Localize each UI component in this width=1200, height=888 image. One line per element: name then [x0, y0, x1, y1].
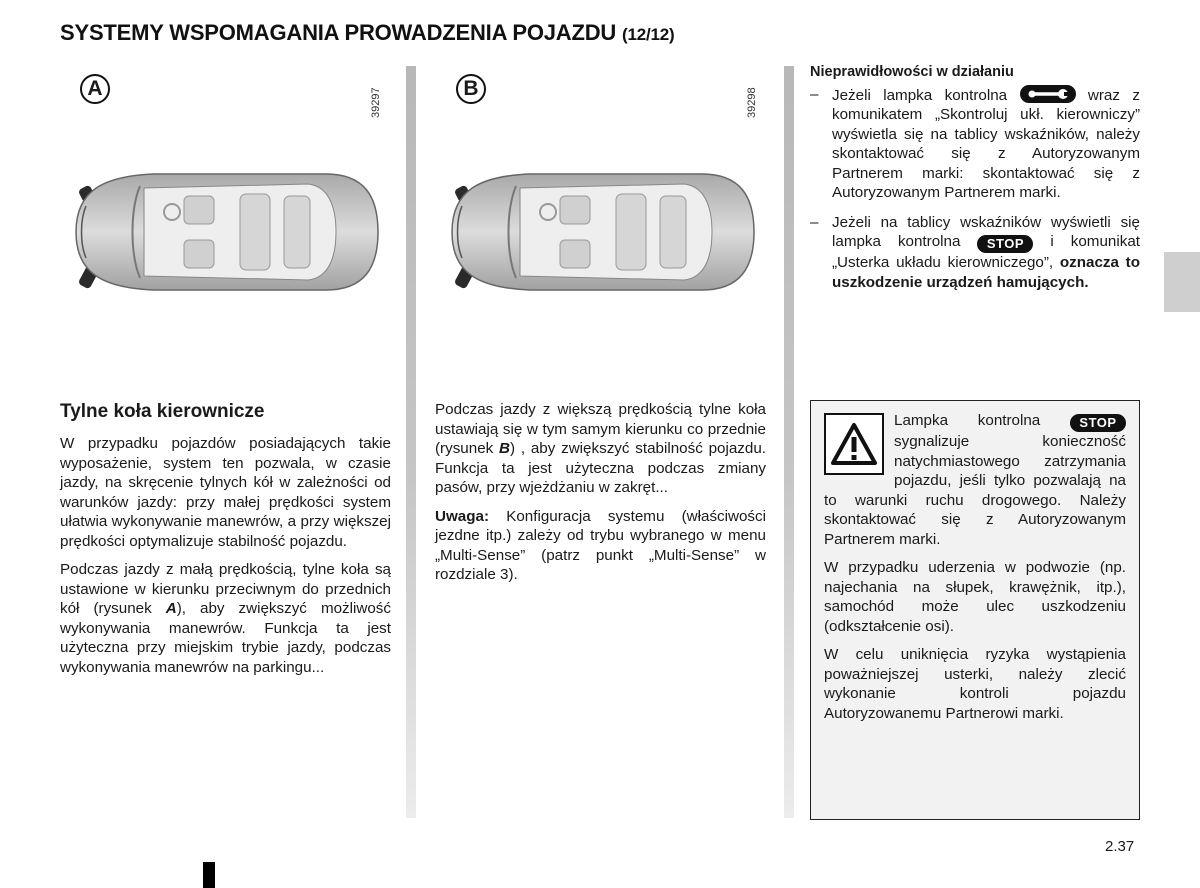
figure-b	[436, 66, 766, 366]
left-paragraph-1: W przypadku pojazdów posiadających takie wyposażenie, system ten pozwala, w czasie jazdy, na skręcenie tylnych kół w zależności od warunków jazdy: przy małej prędkości system ułatwia wykonywanie manewrów, a przy większej prędkości optymalizuje stabilność pojazdu.	[60, 435, 391, 550]
page-title	[60, 20, 674, 46]
item1-end: wraz z komunikatem „Skontroluj ukł. kierowniczy” wyświetla się na tablicy wskaźników, należy skontaktować się z Autoryzowanym Partnerem marki: skontaktować się z Autoryzowanym Partnerem marki.	[832, 86, 1140, 201]
item2-middle: i komunikat „Usterka układu kierowniczego”,	[832, 233, 1140, 271]
middle-p1-start: Podczas jazdy z większą prędkością tylne koła ustawiają się w tym samym kierunku co przednie (rysunek	[435, 401, 766, 457]
middle-p1-end: ) , aby zwiększyć stabilność pojazdu. Funkcja ta jest użyteczna podczas zmiany pasów, przy wjeżdżaniu w zakręt...	[435, 440, 766, 496]
warning-p1-start: Lampka kontrolna	[894, 412, 1070, 429]
stop-warning-light-icon: STOP	[1070, 414, 1126, 432]
car-top-view-a-icon	[64, 162, 386, 302]
warning-paragraph-3: W celu uniknięcia ryzyka wystąpienia poważniejszej usterki, należy zlecić wykonanie kontroli pojazdu Autoryzowanemu Partnerowi marki.	[824, 646, 1126, 722]
malfunction-item-2	[810, 213, 1140, 293]
dash-bullet: –	[810, 85, 819, 103]
note-label: Uwaga:	[435, 507, 490, 525]
warning-triangle-icon	[824, 413, 884, 475]
malfunction-heading: Nieprawidłowości w działaniu	[810, 64, 1014, 80]
wrench-warning-light-icon	[1020, 85, 1076, 103]
stop-warning-light-icon: STOP	[977, 235, 1033, 253]
left-column	[60, 400, 391, 686]
malfunction-item-1-text	[832, 85, 1140, 203]
figure-b-letter: B	[456, 74, 486, 104]
left-p2-end: ), aby zwiększyć możliwość wykonywania manewrów. Funkcja ta jest użyteczna przy miejskim trybie jazdy, podczas wykonywania manewrów na parkingu...	[60, 600, 391, 676]
figure-ref-a: A	[165, 600, 177, 617]
column-divider-left	[406, 66, 416, 818]
page-title-part: (12/12)	[622, 25, 675, 44]
item2-start: Jeżeli na tablicy wskaźników wyświetli się lampka kontrolna	[832, 213, 1140, 250]
warning-box	[810, 400, 1140, 820]
figure-a-number: 39297	[370, 87, 382, 118]
middle-paragraph-1	[435, 400, 766, 498]
section-heading: Tylne koła kierownicze	[60, 401, 265, 422]
item2-bold: oznacza to uszkodzenie urządzeń hamujących.	[832, 254, 1140, 291]
right-column	[810, 63, 1140, 302]
figure-ref-b: B	[499, 440, 510, 457]
page-number: 2.37	[1105, 838, 1135, 855]
malfunction-item-1	[810, 85, 1140, 203]
warning-p1-end: sygnalizuje konieczność natychmiastowego zatrzymania pojazdu, jeśli tylko pozwalają na to warunki ruchu drogowego. Należy skontaktować się z Autoryzowanym Partnerem marki.	[824, 433, 1126, 548]
chapter-tab	[1164, 252, 1200, 312]
column-divider-right	[784, 66, 794, 818]
dash-bullet: –	[810, 213, 819, 231]
crop-mark	[203, 862, 215, 888]
middle-note	[435, 507, 766, 585]
malfunction-item-2-text	[832, 213, 1140, 293]
note-text: Konfiguracja systemu (właściwości jezdne itp.) zależy od trybu wybranego w menu „Multi-Sense” (patrz punkt „Multi-Sense” w rozdziale 3).	[435, 507, 766, 583]
figure-a-letter: A	[80, 74, 110, 104]
middle-column	[435, 400, 766, 594]
car-top-view-b-icon	[440, 162, 762, 302]
page-title-text: SYSTEMY WSPOMAGANIA PROWADZENIA POJAZDU	[60, 20, 617, 45]
figure-b-number: 39298	[746, 87, 758, 118]
left-p2-start: Podczas jazdy z małą prędkością, tylne koła są ustawione w kierunku przeciwnym do przednich kół (rysunek	[60, 561, 391, 617]
figure-a	[60, 66, 390, 366]
item1-start: Jeżeli lampka kontrolna	[832, 86, 1020, 104]
left-paragraph-2	[60, 560, 391, 677]
warning-paragraph-2: W przypadku uderzenia w podwozie (np. najechania na słupek, krawężnik, itp.), samochód może ulec uszkodzeniu (odkształcenie osi).	[824, 559, 1126, 635]
